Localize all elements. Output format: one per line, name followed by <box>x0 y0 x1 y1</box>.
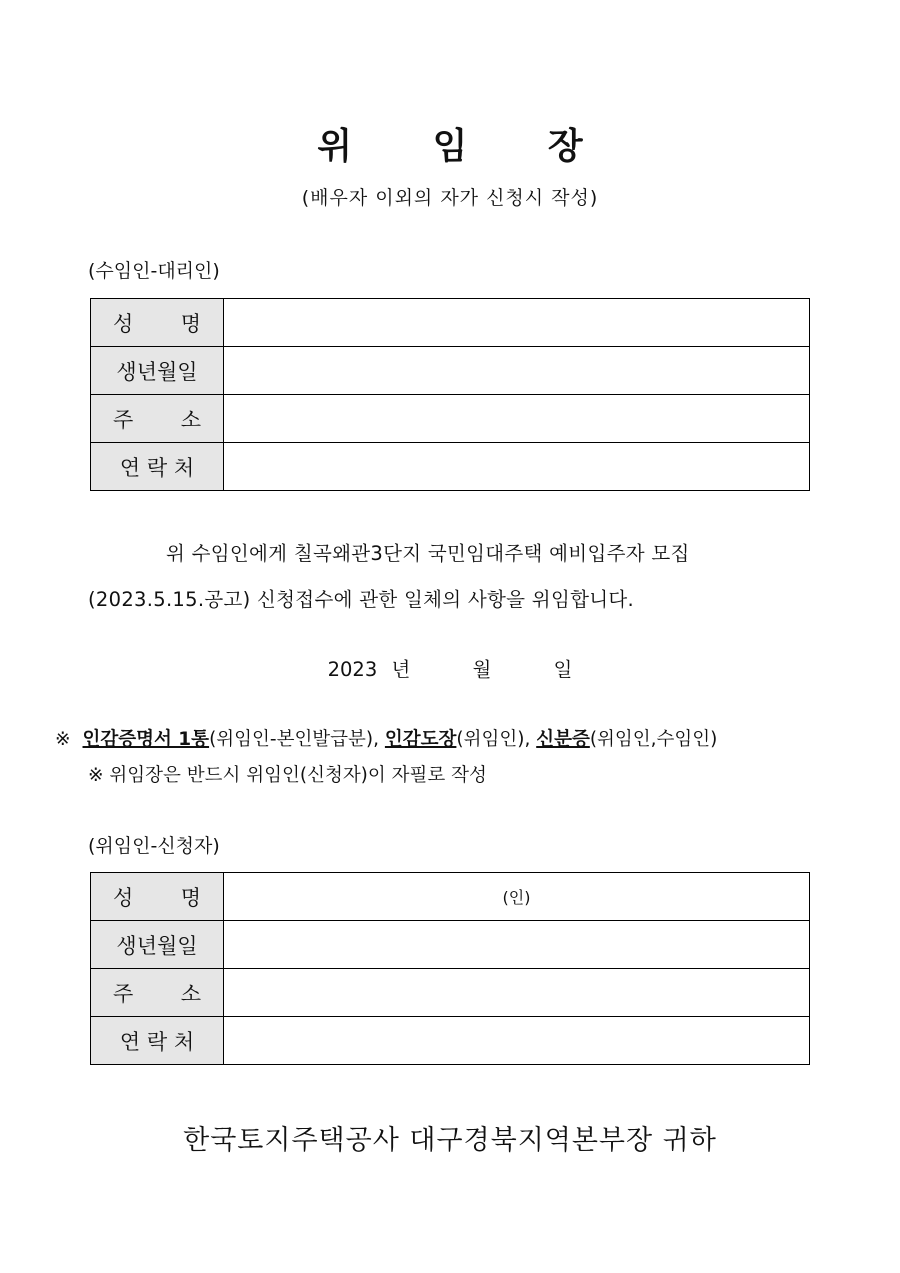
statement-text: 위 수임인에게 칠곡왜관3단지 국민임대주택 예비입주자 모집 <box>166 542 690 565</box>
delegation-statement <box>88 531 810 623</box>
address-label <box>91 969 224 1017</box>
doc-seal-stamp: 인감도장 <box>384 729 457 750</box>
statement-line-1 <box>88 531 810 577</box>
delegator-section-label: (위임인-신청자) <box>88 835 220 857</box>
document-title: 위 임 장 <box>317 126 617 167</box>
name-label-part: 성 <box>113 311 134 336</box>
address-label <box>91 395 224 443</box>
proxy-info-table <box>90 298 810 491</box>
name-label-part: 명 <box>180 311 201 336</box>
table-row <box>91 969 810 1017</box>
address-label-part: 소 <box>180 407 201 432</box>
note-mark: ※ <box>55 729 71 750</box>
delegator-birthdate-field[interactable] <box>224 921 810 969</box>
table-row <box>91 1017 810 1065</box>
document-subtitle: (배우자 이외의 자가 신청시 작성) <box>301 187 599 209</box>
address-label-part: 주 <box>113 981 134 1006</box>
doc-seal-certificate: 인감증명서 1통 <box>82 729 210 750</box>
table-row <box>91 299 810 347</box>
contact-label: 연 락 처 <box>91 443 224 491</box>
table-row <box>91 395 810 443</box>
handwriting-note: ※ 위임장은 반드시 위임인(신청자)이 자필로 작성 <box>88 765 487 786</box>
doc-id-card: 신분증 <box>536 729 590 750</box>
statement-line-2: (2023.5.15.공고) 신청접수에 관한 일체의 사항을 위임합니다. <box>88 588 634 611</box>
birthdate-label: 생년월일 <box>91 921 224 969</box>
name-label-part: 명 <box>180 885 201 910</box>
address-label-part: 소 <box>180 981 201 1006</box>
date-day-unit: 일 <box>553 658 573 681</box>
date-line <box>0 654 900 682</box>
table-row <box>91 873 810 921</box>
proxy-address-field[interactable] <box>224 395 810 443</box>
name-label <box>91 299 224 347</box>
doc-note: (위임인,수임인) <box>589 729 718 750</box>
table-row <box>91 443 810 491</box>
doc-note: (위임인), <box>456 729 537 750</box>
address-label-part: 주 <box>113 407 134 432</box>
table-row <box>91 347 810 395</box>
doc-note: (위임인-본인발급분), <box>209 729 385 750</box>
name-label <box>91 873 224 921</box>
delegator-address-field[interactable] <box>224 969 810 1017</box>
table-row <box>91 921 810 969</box>
delegator-contact-field[interactable] <box>224 1017 810 1065</box>
proxy-section-label: (수임인-대리인) <box>88 260 220 282</box>
date-year: 2023 <box>327 658 378 681</box>
required-documents-note <box>55 725 717 751</box>
proxy-contact-field[interactable] <box>224 443 810 491</box>
proxy-birthdate-field[interactable] <box>224 347 810 395</box>
addressee: 한국토지주택공사 대구경북지역본부장 귀하 <box>183 1125 717 1156</box>
date-month-unit: 월 <box>472 658 492 681</box>
date-year-unit: 년 <box>391 658 411 681</box>
delegator-info-table <box>90 872 810 1065</box>
contact-label: 연 락 처 <box>91 1017 224 1065</box>
name-label-part: 성 <box>113 885 134 910</box>
proxy-name-field[interactable] <box>224 299 810 347</box>
birthdate-label: 생년월일 <box>91 347 224 395</box>
delegator-name-field[interactable]: (인) <box>224 873 810 921</box>
